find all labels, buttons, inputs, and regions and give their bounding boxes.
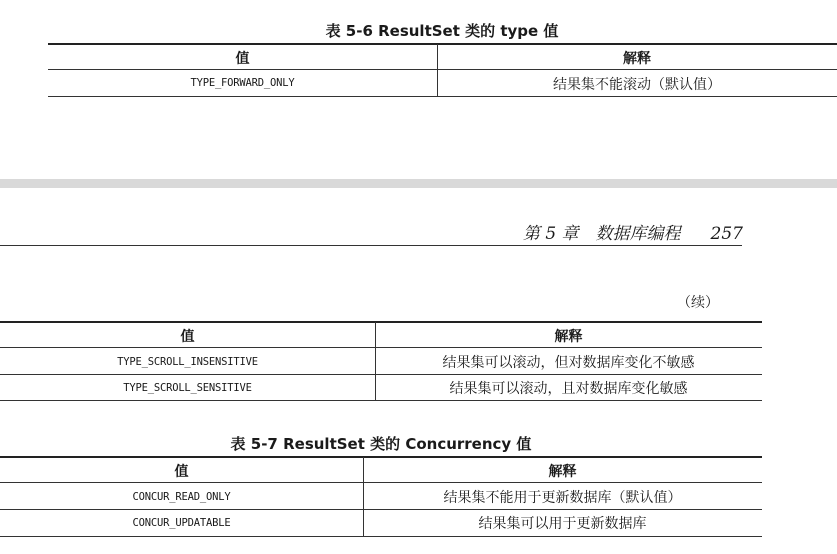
table-row-explanation: 结果集不能用于更新数据库（默认值） [443,490,682,506]
table-5-6-column-divider [437,44,438,96]
table-row-value: TYPE_FORWARD_ONLY [190,77,295,89]
chapter-title: 第 5 章 数据库编程 [522,224,681,244]
table-5-6-cont-bottom-rule [0,400,762,401]
table-5-6-cont-header-value: 值 [180,329,195,345]
table-row-explanation: 结果集可以用于更新数据库 [478,516,647,532]
running-head [523,219,743,244]
table-5-6-cont-header-rule [0,347,762,348]
table-5-7-caption: 表 5-7 ResultSet 类的 Concurrency 值 [230,435,532,453]
running-head-rule [0,245,742,246]
table-5-6-cont-column-divider [375,322,376,400]
table-row-rule [0,509,762,510]
table-5-7-column-divider [363,457,364,536]
table-5-6-cont-top-rule [0,321,762,323]
table-row-value: CONCUR_READ_ONLY [132,491,231,503]
table-5-7-header-explanation: 解释 [548,464,577,480]
table-row-explanation: 结果集不能滚动（默认值） [553,77,721,93]
table-5-6-caption: 表 5-6 ResultSet 类的 type 值 [325,22,559,40]
table-5-6-header-explanation: 解释 [623,51,651,67]
table-row-rule [0,374,762,375]
page-separator [0,179,837,188]
table-row-value: TYPE_SCROLL_INSENSITIVE [117,356,258,368]
table-row-value: TYPE_SCROLL_SENSITIVE [123,382,252,394]
table-5-7-header-rule [0,482,762,483]
table-row-explanation: 结果集可以滚动，且对数据库变化敏感 [449,381,688,397]
table-5-7-bottom-rule [0,536,762,537]
table-5-6-header-value: 值 [235,51,250,67]
continued-label: （续） [677,295,719,311]
table-5-6-cont-header-explanation: 解释 [554,329,583,345]
table-5-6-header-rule [48,69,837,70]
table-5-7-header-value: 值 [174,464,189,480]
page-number: 257 [710,224,743,244]
table-5-6-bottom-rule [48,96,837,97]
table-5-6-top-rule [48,43,837,45]
table-row-value: CONCUR_UPDATABLE [132,517,231,529]
table-row-explanation: 结果集可以滚动，但对数据库变化不敏感 [442,355,695,371]
table-5-7-top-rule [0,456,762,458]
